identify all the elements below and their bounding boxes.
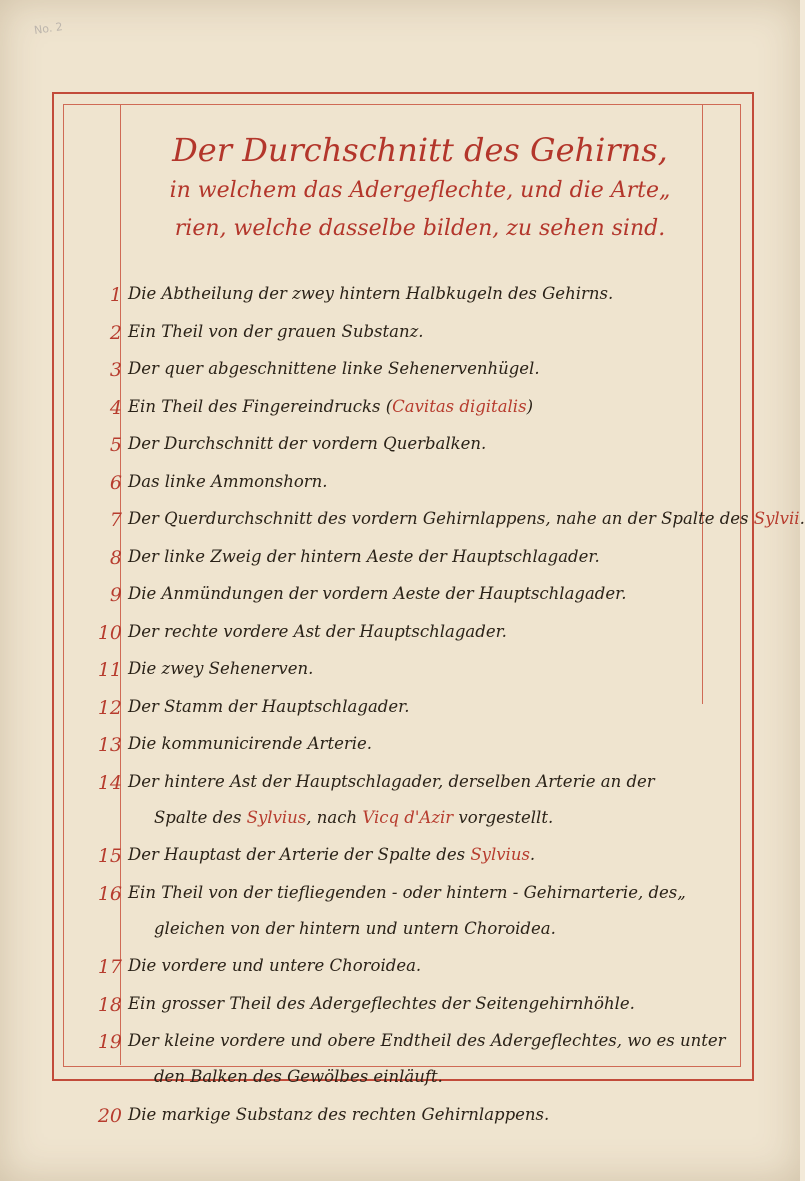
- text-segment: Die Abtheilung der zwey hintern Halbkugeln des Gehirns.: [128, 284, 614, 303]
- latin-term: Sylvii: [753, 509, 800, 528]
- text-segment: Ein Theil von der tiefliegenden - oder hintern - Gehirnarterie, des„: [128, 882, 686, 902]
- title-line-2: in welchem das Adergeflechte, und die Arte„: [169, 178, 671, 203]
- entry-text: [128, 659, 732, 678]
- entry-text: [128, 472, 732, 491]
- entry-number: 7: [109, 509, 122, 531]
- text-segment: Ein grosser Theil des Adergeflechtes der Seitengehirnhöhle.: [128, 993, 635, 1013]
- text-segment: Ein Theil von der grauen Substanz.: [128, 321, 424, 341]
- text-segment: ): [526, 396, 533, 416]
- entry-number: 15: [97, 845, 122, 867]
- entry-text: [128, 772, 732, 791]
- entry-text: [128, 509, 805, 528]
- entry-number: 19: [97, 1031, 122, 1053]
- entry-text: [128, 284, 732, 303]
- entry-number: 8: [109, 546, 122, 569]
- text-segment: Der quer abgeschnittene linke Sehenervenhügel.: [128, 359, 540, 378]
- entry-number: 6: [109, 471, 122, 494]
- text-segment: Der Stamm der Hauptschlagader.: [128, 696, 410, 716]
- title-line-3: rien, welche dasselbe bilden, zu sehen sind.: [174, 216, 666, 241]
- entry-text: [128, 845, 732, 864]
- entry-number: 2: [109, 321, 122, 344]
- latin-term: Cavitas digitalis: [392, 396, 527, 416]
- text-segment: Das linke Ammonshorn.: [128, 471, 328, 491]
- text-segment: , nach: [306, 807, 363, 827]
- entry-number: 4: [109, 396, 122, 419]
- entry-text: [128, 434, 732, 453]
- text-segment: Der linke Zweig der hintern Aeste der Hauptschlagader.: [128, 546, 600, 566]
- entry-text: [128, 1031, 732, 1050]
- entry-text: [128, 1105, 732, 1124]
- entry-text: [128, 397, 732, 416]
- text-segment: Spalte des: [154, 807, 247, 827]
- text-segment: Die Anmündungen der vordern Aeste der Hauptschlagader.: [128, 584, 627, 603]
- text-segment: .: [799, 509, 805, 528]
- entry-number: 13: [97, 734, 122, 756]
- text-segment: Die kommunicirende Arterie.: [128, 734, 373, 753]
- entry-text: [128, 994, 732, 1013]
- entry-text: [128, 697, 732, 716]
- entry-number: 20: [97, 1104, 122, 1127]
- text-segment: Die vordere und untere Choroidea.: [128, 956, 422, 975]
- entry-text: [128, 883, 732, 902]
- entry-number: 9: [109, 584, 122, 606]
- text-segment: Der hintere Ast der Hauptschlagader, derselben Arterie an der: [128, 771, 655, 791]
- entry-number: 12: [97, 696, 122, 719]
- entry-number: 5: [109, 434, 122, 456]
- entry-number: 14: [97, 771, 122, 794]
- entry-text: [154, 919, 758, 938]
- entry-text: [128, 734, 732, 753]
- entry-number: 10: [97, 621, 122, 644]
- text-segment: Der kleine vordere und obere Endtheil des Adergeflechtes, wo es unter: [128, 1031, 726, 1050]
- entry-number: 1: [109, 284, 122, 306]
- text-segment: Der rechte vordere Ast der Hauptschlagader.: [128, 621, 507, 641]
- text-segment: Ein Theil des Fingereindrucks (: [128, 396, 393, 416]
- entry-text: [128, 584, 732, 603]
- entry-text: [128, 547, 732, 566]
- text-segment: Der Querdurchschnitt des vordern Gehirnlappens, nahe an der Spalte des: [128, 509, 754, 528]
- latin-term: Sylvius: [470, 845, 530, 864]
- entry-text: [154, 808, 758, 827]
- text-segment: Die markige Substanz des rechten Gehirnlappens.: [128, 1104, 550, 1124]
- text-segment: Die zwey Sehenerven.: [128, 659, 314, 678]
- text-segment: .: [529, 845, 536, 864]
- text-segment: gleichen von der hintern und untern Choroidea.: [154, 918, 556, 938]
- entry-number: 3: [109, 359, 122, 381]
- entry-text: [128, 322, 732, 341]
- entry-number: 18: [97, 993, 122, 1016]
- page-title: [150, 128, 690, 248]
- entry-text: [128, 359, 732, 378]
- text-segment: vorgestellt.: [453, 807, 554, 827]
- text-segment: den Balken des Gewölbes einläuft.: [154, 1067, 443, 1086]
- pencil-note: No. 2: [33, 20, 64, 37]
- text-segment: Der Hauptast der Arterie der Spalte des: [128, 845, 471, 864]
- entry-text: [128, 956, 732, 975]
- entry-number: 17: [97, 956, 122, 978]
- entry-text: [154, 1067, 758, 1086]
- entry-text: [128, 622, 732, 641]
- entry-number: 16: [97, 882, 122, 905]
- title-line-1: Der Durchschnitt des Gehirns,: [172, 131, 668, 169]
- latin-term: Vicq d'Azir: [362, 807, 454, 827]
- text-segment: Der Durchschnitt der vordern Querbalken.: [128, 434, 487, 453]
- entry-number: 11: [97, 659, 122, 681]
- latin-term: Sylvius: [246, 807, 307, 827]
